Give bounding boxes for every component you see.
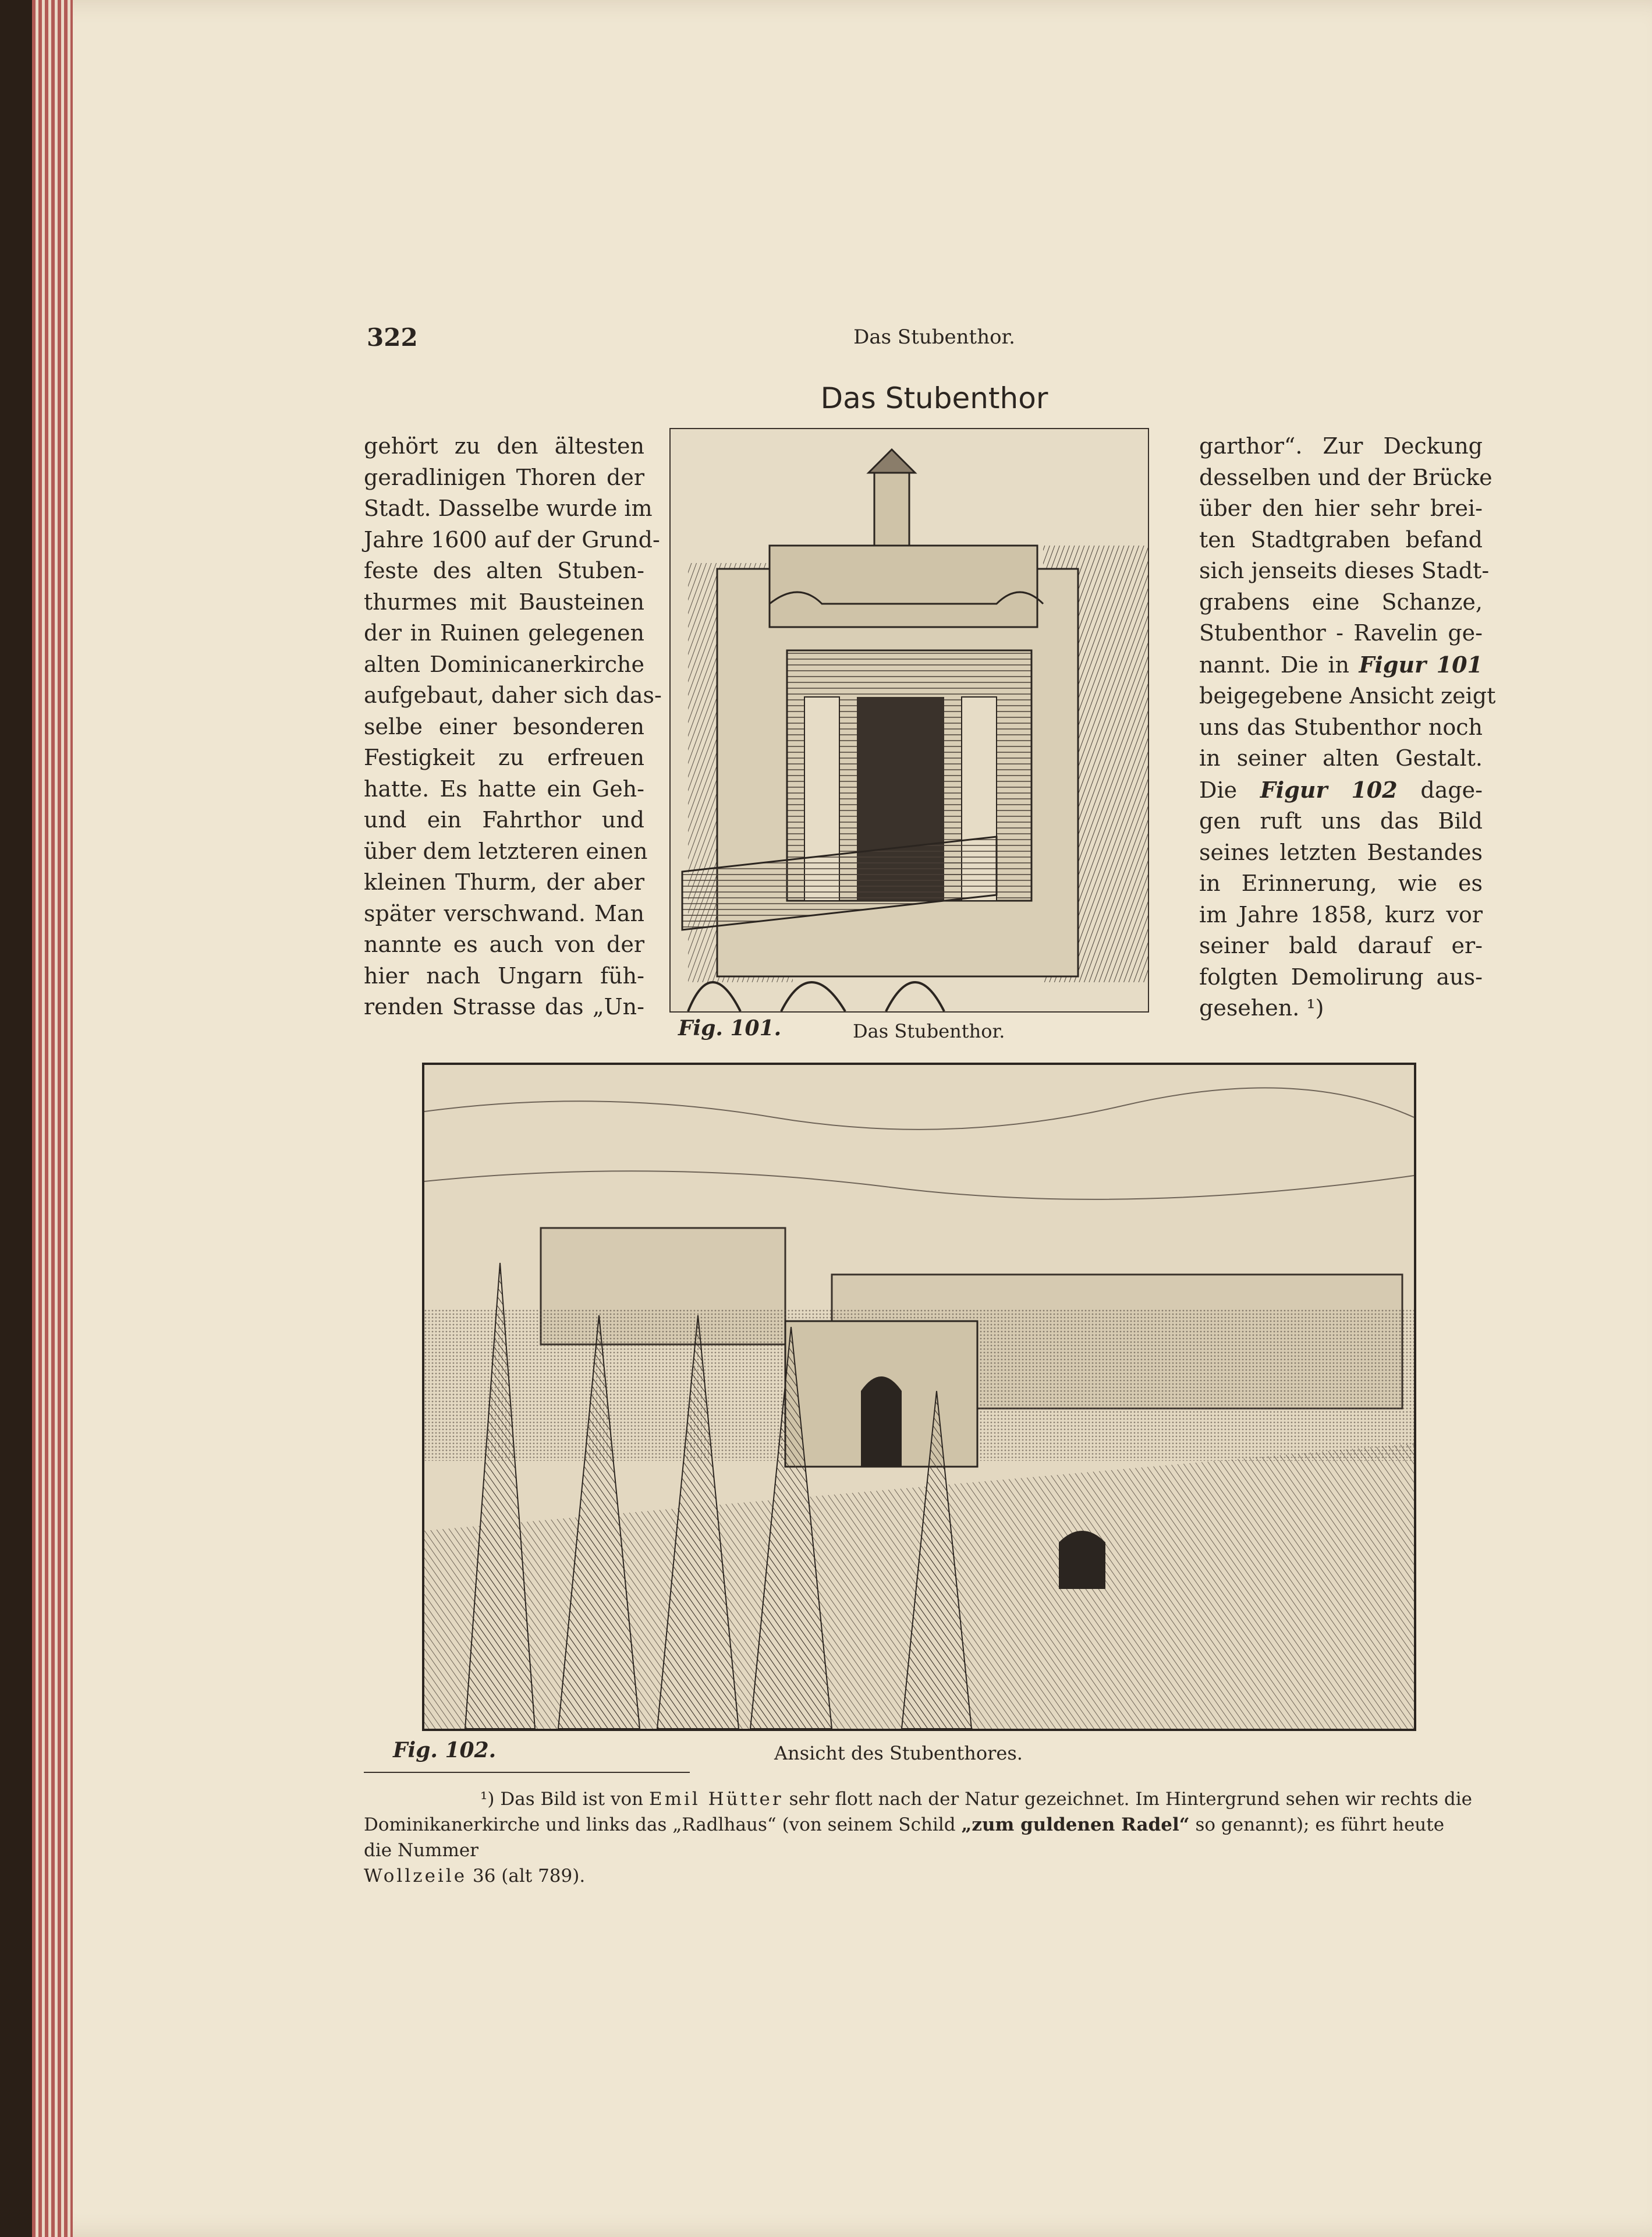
text-line: seines letzten Bestandes [1199, 839, 1483, 865]
text-line: alten Dominicanerkirche [364, 651, 644, 677]
text-line: thurmes mit Bausteinen [364, 589, 644, 615]
text-line: gen ruft uns das Bild [1199, 808, 1483, 834]
text-line: grabens eine Schanze, [1199, 589, 1483, 615]
text-fragment: Das Bild ist von [500, 1789, 644, 1810]
text-fragment: so genannt); es führt heute die Nummer [364, 1814, 1445, 1861]
gate-view-illustration [424, 1065, 1414, 1729]
figure-reference: Figur 102 [1260, 776, 1398, 803]
text-line [1199, 649, 1483, 681]
book-binding [32, 0, 73, 2237]
text-line: geradlinigen Thoren der [364, 464, 644, 490]
text-line: uns das Stubenthor noch [1199, 714, 1483, 740]
text-line: später verschwand. Man [364, 900, 644, 926]
running-title: Das Stubenthor. [853, 325, 1015, 349]
text-line: und ein Fahrthor und [364, 807, 644, 833]
figure-101-label: Fig. 101. [678, 1016, 782, 1040]
footnote-line [364, 1863, 1476, 1889]
footnote-line [364, 1812, 1476, 1863]
figure-101-caption [678, 1016, 781, 1040]
footnote-line [364, 1786, 1476, 1812]
text-line: der in Ruinen gelegenen [364, 620, 644, 646]
text-line: ten Stadtgraben befand [1199, 526, 1483, 553]
text-line: nannte es auch von der [364, 932, 644, 957]
text-line: Festigkeit zu erfreuen [364, 745, 644, 770]
figure-102-title: Ansicht des Stubenthores. [774, 1742, 1023, 1764]
text-line: selbe einer besonderen [364, 713, 644, 739]
author-name: Emil Hütter [648, 1789, 784, 1810]
text-line: Stadt. Dasselbe wurde im [364, 495, 653, 521]
text-line: über dem letzteren einen [364, 838, 648, 864]
book-page [32, 0, 1652, 2237]
page-number: 322 [367, 323, 418, 352]
street-name: Wollzeile [364, 1866, 467, 1886]
figure-101-title: Das Stubenthor. [853, 1020, 1005, 1042]
text-line: in seiner alten Gestalt. [1199, 745, 1483, 771]
text-fragment: 36 (alt 789). [472, 1866, 586, 1886]
footnote-divider [364, 1772, 690, 1773]
section-title: Das Stubenthor [820, 381, 1048, 415]
text-line: über den hier sehr brei- [1199, 495, 1483, 521]
text-line: in Erinnerung, wie es [1199, 870, 1483, 896]
figure-102-caption [393, 1738, 496, 1762]
text-line: renden Strasse das „Un- [364, 994, 644, 1020]
text-line: aufgebaut, daher sich das- [364, 682, 662, 708]
text-fragment: sehr flott nach der Natur gezeichnet. Im Hintergrund sehen wir rechts die [789, 1789, 1473, 1810]
text-line: desselben und der Brücke [1199, 464, 1493, 490]
text-line: gehört zu den ältesten [364, 433, 644, 459]
footnote-marker: ¹) [480, 1789, 495, 1810]
text-fragment: Die [1199, 777, 1260, 803]
text-line: Stubenthor - Ravelin ge- [1199, 620, 1483, 646]
gate-engraving-illustration [671, 429, 1148, 1011]
text-fragment: nannt. Die in [1199, 652, 1359, 678]
text-line: feste des alten Stuben- [364, 558, 644, 583]
text-line: sich jenseits dieses Stadt- [1199, 558, 1490, 583]
text-fragment: dage- [1397, 777, 1483, 803]
figure-reference: Figur 101 [1359, 651, 1483, 678]
text-line: folgten Demolirung aus- [1199, 964, 1483, 990]
figure-102-drawing [422, 1063, 1416, 1731]
figure-102-label: Fig. 102. [393, 1738, 497, 1762]
footnote [364, 1786, 1476, 1889]
text-line: seiner bald darauf er- [1199, 933, 1483, 958]
text-line: im Jahre 1858, kurz vor [1199, 901, 1483, 928]
running-header [367, 323, 1502, 352]
text-line: gesehen. ¹) [1199, 995, 1324, 1021]
figure-101-engraving [669, 428, 1149, 1013]
text-line: hatte. Es hatte ein Geh- [364, 776, 644, 802]
text-line: hier nach Ungarn füh- [364, 962, 644, 989]
text-line: kleinen Thurm, der aber [364, 869, 644, 895]
text-line [1199, 774, 1483, 806]
text-line: Jahre 1600 auf der Grund- [364, 526, 660, 553]
text-line: beigegebene Ansicht zeigt [1199, 683, 1496, 709]
left-column-text [364, 431, 662, 1023]
text-line: garthor“. Zur Deckung [1199, 433, 1483, 459]
right-column-text [1199, 431, 1496, 1024]
text-fragment: Dominikanerkirche und links das „Radlhaus“ (von seinem Schild [364, 1814, 956, 1835]
shop-sign-name: „zum guldenen Radel“ [961, 1814, 1190, 1835]
